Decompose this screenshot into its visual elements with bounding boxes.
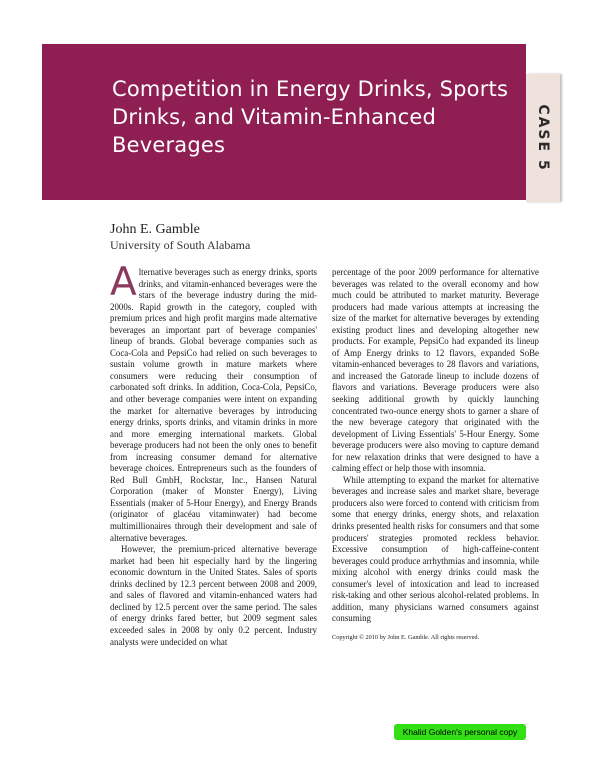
- body-paragraph-4: While attempting to expand the market for alternative beverages and increase sales and market share, beverage producers also were forced to contend with criticism from some that energy drinks, energy shots, and relaxation drinks presented health risks for consumers and that some producers' strategies promoted reckless behavior. Excessive consumption of high-caffeine-content beverages could produce arrhythmias and insomnia, while mixing alcohol with energy drinks could mask the consumer's level of intoxication and lead to increased risk-taking and other serious alcohol-related problems. In addition, many physicians warned consumers against consuming: [332, 474, 539, 624]
- body-paragraph-3: percentage of the poor 2009 performance for alternative beverages was related to the overall economy and how much could be attributed to market maturity. Beverage producers had made various attempts at increasing the size of the market for alternative beverages by extending existing product lines and developing altogether new products. For example, PepsiCo had expanded its lineup of Amp Energy drinks to 12 flavors, expanded SoBe vitamin-enhanced beverages to 28 flavors and variations, and increased the Gatorade lineup to include dozens of flavors and variations. Beverage producers were also seeking additional growth by quickly launching concentrated two-ounce energy shots to garner a share of the new beverage category that originated with the development of Living Essentials' 5-Hour Energy. Some beverage producers were also moving to capture demand for new relaxation drinks that were designed to have a calming effect or help those with insomnia.: [332, 267, 539, 474]
- case-number-label: CASE 5: [535, 104, 551, 172]
- case-title: Competition in Energy Drinks, Sports Drinks, and Vitamin-Enhanced Beverages: [112, 77, 509, 157]
- body-column-right: [332, 267, 539, 642]
- title-band: [42, 44, 526, 200]
- body-column-left: [110, 260, 317, 648]
- personal-copy-badge: Khalid Golden's personal copy: [394, 724, 526, 740]
- drop-cap-letter: A: [110, 260, 137, 305]
- body-paragraph-1-text: lternative beverages such as energy drinks, sports drinks, and vitamin-enhanced beverages were the stars of the beverage industry during the mid-2000s. Rapid growth in the category, coupled with premium prices and high profit margins made alternative beverages an important part of beverage companies' lineup of brands. Global beverage companies such as Coca-Cola and PepsiCo had relied on such beverages to sustain volume growth in mature markets where consumers were reducing their consumption of carbonated soft drinks. In addition, Coca-Cola, PepsiCo, and other beverage companies were intent on expanding the market for alternative beverages by introducing energy drinks, sports drinks, and vitamin drinks in more and more emerging international markets. Global beverage producers had not been the only ones to benefit from increasing consumer demand for alternative beverage choices. Entrepreneurs such as the founders of Red Bull GmbH, Rockstar, Inc., Hansen Natural Corporation (maker of Monster Energy), Living Essentials (maker of 5-Hour Energy), and Energy Brands (originator of glacéau vitaminwater) had become multimillionaires through their development and sale of alternative beverages.: [110, 267, 317, 543]
- body-paragraph-1: [110, 260, 317, 544]
- copyright-notice: Copyright © 2010 by John E. Gamble. All rights reserved.: [332, 633, 480, 641]
- author-name: John E. Gamble: [110, 222, 200, 237]
- case-number-tab: [526, 74, 560, 202]
- author-affiliation: University of South Alabama: [110, 238, 251, 252]
- body-paragraph-2: However, the premium-priced alternative beverage market had been hit especially hard by the lingering economic downturn in the United States. Sales of sports drinks declined by 12.3 percent between 2008 and 2009, and sales of flavored and vitamin-enhanced waters had declined by 12.5 percent over the same period. The sales of energy drinks fared better, but 2009 segment sales exceeded sales in 2008 by only 0.2 percent. Industry analysts were undecided on what: [110, 544, 317, 647]
